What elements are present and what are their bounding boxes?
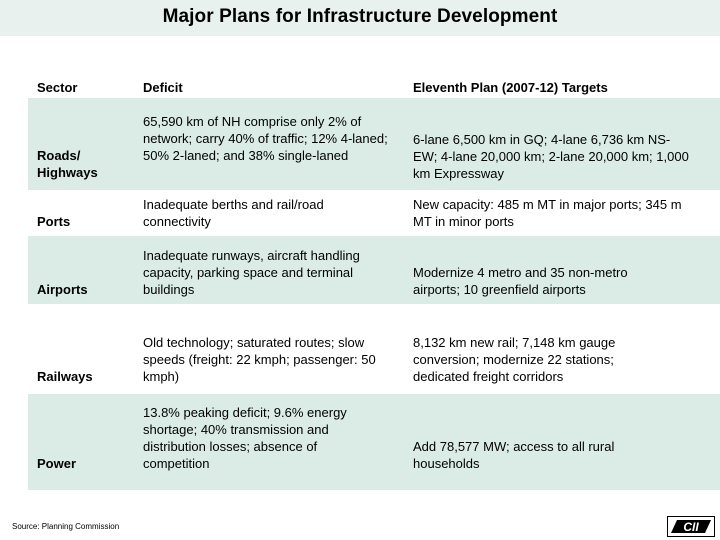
header-sector: Sector — [37, 80, 78, 95]
svg-text:CII: CII — [683, 520, 699, 534]
header-targets: Eleventh Plan (2007-12) Targets — [413, 80, 608, 95]
sector-ports: Ports — [37, 214, 71, 229]
sector-roads-highways: Roads/ Highways — [37, 148, 98, 180]
target-airports: Modernize 4 metro and 35 non-metro airports; 10 greenfield airports — [413, 265, 628, 297]
sector-railways: Railways — [37, 369, 93, 384]
deficit-railways: Old technology; saturated routes; slow speeds (freight: 22 kmph; passenger: 50 kmph) — [143, 335, 376, 384]
sector-airports: Airports — [37, 282, 88, 297]
cii-logo — [667, 516, 715, 537]
deficit-roads-highways: 65,590 km of NH comprise only 2% of network; carry 40% of traffic; 12% 4-laned; 50% 2-laned; and 38% single-laned — [143, 114, 388, 163]
deficit-ports: Inadequate berths and rail/road connectivity — [143, 197, 324, 229]
target-power: Add 78,577 MW; access to all rural households — [413, 439, 615, 471]
sector-power: Power — [37, 456, 77, 471]
deficit-airports: Inadequate runways, aircraft handling capacity, parking space and terminal buildings — [143, 248, 360, 297]
target-railways: 8,132 km new rail; 7,148 km gauge conversion; modernize 22 stations; dedicated freight corridors — [413, 335, 616, 384]
target-roads-highways: 6-lane 6,500 km in GQ; 4-lane 6,736 km NS-EW; 4-lane 20,000 km; 2-lane 20,000 km; 1,000 km Expressway — [413, 132, 689, 181]
deficit-power: 13.8% peaking deficit; 9.6% energy shortage; 40% transmission and distribution losses; absence of competition — [143, 405, 347, 471]
source-note: Source: Planning Commission — [12, 522, 120, 531]
header-deficit: Deficit — [143, 80, 183, 95]
page-title: Major Plans for Infrastructure Development — [162, 6, 558, 27]
target-ports: New capacity: 485 m MT in major ports; 345 m MT in minor ports — [413, 197, 682, 229]
